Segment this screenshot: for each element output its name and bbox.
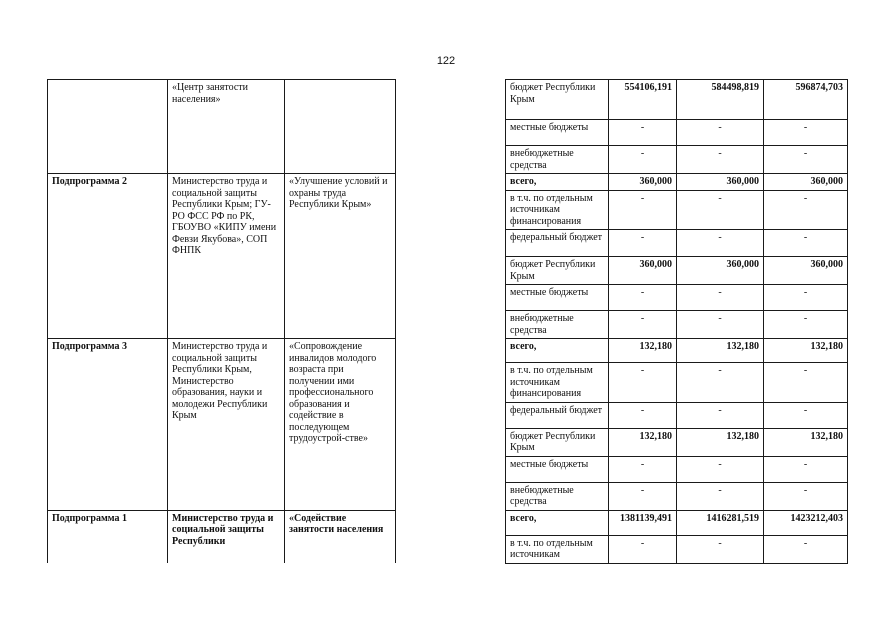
funding-source-cell: внебюджетные средства xyxy=(506,311,609,339)
funding-source-cell: бюджет Республики Крым xyxy=(506,257,609,285)
amount-cell: 132,180 xyxy=(609,428,677,456)
amount-cell: - xyxy=(764,363,848,403)
amount-cell: - xyxy=(764,535,848,563)
amount-cell: 360,000 xyxy=(609,174,677,191)
amount-cell: - xyxy=(677,363,764,403)
amount-cell: 360,000 xyxy=(609,257,677,285)
amount-cell: - xyxy=(677,285,764,311)
amount-cell: - xyxy=(609,402,677,428)
funding-source-cell: бюджет Республики Крым xyxy=(506,80,609,120)
amount-cell: - xyxy=(764,456,848,482)
financing-table xyxy=(47,79,848,564)
amount-cell: - xyxy=(677,535,764,563)
subprogram-cell: Подпрограмма 1 xyxy=(48,510,168,563)
funding-source-cell: внебюджетные средства xyxy=(506,146,609,174)
funding-source-cell: в т.ч. по отдельным источникам финансирования xyxy=(506,190,609,230)
funding-source-cell: в т.ч. по отдельным источникам xyxy=(506,535,609,563)
amount-cell: 360,000 xyxy=(677,257,764,285)
table-row xyxy=(48,174,848,191)
amount-cell: - xyxy=(764,482,848,510)
column-gap xyxy=(396,339,506,511)
column-gap xyxy=(396,80,506,174)
amount-cell: - xyxy=(609,146,677,174)
subprogram-cell: Подпрограмма 2 xyxy=(48,174,168,339)
amount-cell: - xyxy=(609,363,677,403)
subprogram-cell: Подпрограмма 3 xyxy=(48,339,168,511)
amount-cell: - xyxy=(677,120,764,146)
funding-source-cell: в т.ч. по отдельным источникам финансирования xyxy=(506,363,609,403)
funding-source-cell: внебюджетные средства xyxy=(506,482,609,510)
amount-cell: - xyxy=(677,311,764,339)
subprogram-title-cell xyxy=(285,80,396,174)
executor-cell: Министерство труда и социальной защиты Республики Крым, Министерство образования, науки и молодежи Республики Крым xyxy=(168,339,285,511)
subprogram-title-cell: «Содействие занятости населения xyxy=(285,510,396,563)
amount-cell: - xyxy=(764,285,848,311)
amount-cell: - xyxy=(677,230,764,257)
amount-cell: - xyxy=(764,190,848,230)
funding-source-cell: федеральный бюджет xyxy=(506,402,609,428)
amount-cell: - xyxy=(609,120,677,146)
amount-cell: - xyxy=(677,456,764,482)
amount-cell: - xyxy=(764,230,848,257)
amount-cell: - xyxy=(609,285,677,311)
amount-cell: 132,180 xyxy=(677,339,764,363)
amount-cell: - xyxy=(677,482,764,510)
column-gap xyxy=(396,174,506,339)
amount-cell: - xyxy=(609,311,677,339)
funding-source-cell: местные бюджеты xyxy=(506,456,609,482)
executor-cell: Министерство труда и социальной защиты Республики Крым; ГУ-РО ФСС РФ по РК, ГБОУВО «КИПУ имени Февзи Якубова», СОП ФНПК xyxy=(168,174,285,339)
funding-source-cell: местные бюджеты xyxy=(506,120,609,146)
amount-cell: - xyxy=(677,402,764,428)
amount-cell: 132,180 xyxy=(609,339,677,363)
amount-cell: - xyxy=(609,482,677,510)
amount-cell: 132,180 xyxy=(677,428,764,456)
amount-cell: - xyxy=(677,146,764,174)
amount-cell: 360,000 xyxy=(677,174,764,191)
funding-source-cell: всего, xyxy=(506,339,609,363)
amount-cell: 1423212,403 xyxy=(764,510,848,535)
page-number: 122 xyxy=(436,55,456,67)
amount-cell: - xyxy=(764,120,848,146)
executor-cell: Министерство труда и социальной защиты Республики xyxy=(168,510,285,563)
amount-cell: 554106,191 xyxy=(609,80,677,120)
amount-cell: 1416281,519 xyxy=(677,510,764,535)
column-gap xyxy=(396,510,506,563)
amount-cell: 132,180 xyxy=(764,339,848,363)
table-row xyxy=(48,80,848,120)
funding-source-cell: всего, xyxy=(506,510,609,535)
amount-cell: - xyxy=(764,146,848,174)
amount-cell: 360,000 xyxy=(764,174,848,191)
amount-cell: - xyxy=(764,311,848,339)
amount-cell: 132,180 xyxy=(764,428,848,456)
amount-cell: 596874,703 xyxy=(764,80,848,120)
amount-cell: - xyxy=(764,402,848,428)
amount-cell: - xyxy=(677,190,764,230)
subprogram-cell xyxy=(48,80,168,174)
table-row xyxy=(48,510,848,535)
subprogram-title-cell: «Сопровождение инвалидов молодого возраста при получении ими профессионального образования и содействие в последующем трудоустрой-стве» xyxy=(285,339,396,511)
amount-cell: 1381139,491 xyxy=(609,510,677,535)
amount-cell: 584498,819 xyxy=(677,80,764,120)
funding-source-cell: федеральный бюджет xyxy=(506,230,609,257)
amount-cell: - xyxy=(609,535,677,563)
executor-cell: «Центр занятости населения» xyxy=(168,80,285,174)
amount-cell: - xyxy=(609,456,677,482)
subprogram-title-cell: «Улучшение условий и охраны труда Республики Крым» xyxy=(285,174,396,339)
funding-source-cell: бюджет Республики Крым xyxy=(506,428,609,456)
amount-cell: 360,000 xyxy=(764,257,848,285)
amount-cell: - xyxy=(609,190,677,230)
funding-source-cell: местные бюджеты xyxy=(506,285,609,311)
funding-source-cell: всего, xyxy=(506,174,609,191)
table-row xyxy=(48,339,848,363)
amount-cell: - xyxy=(609,230,677,257)
